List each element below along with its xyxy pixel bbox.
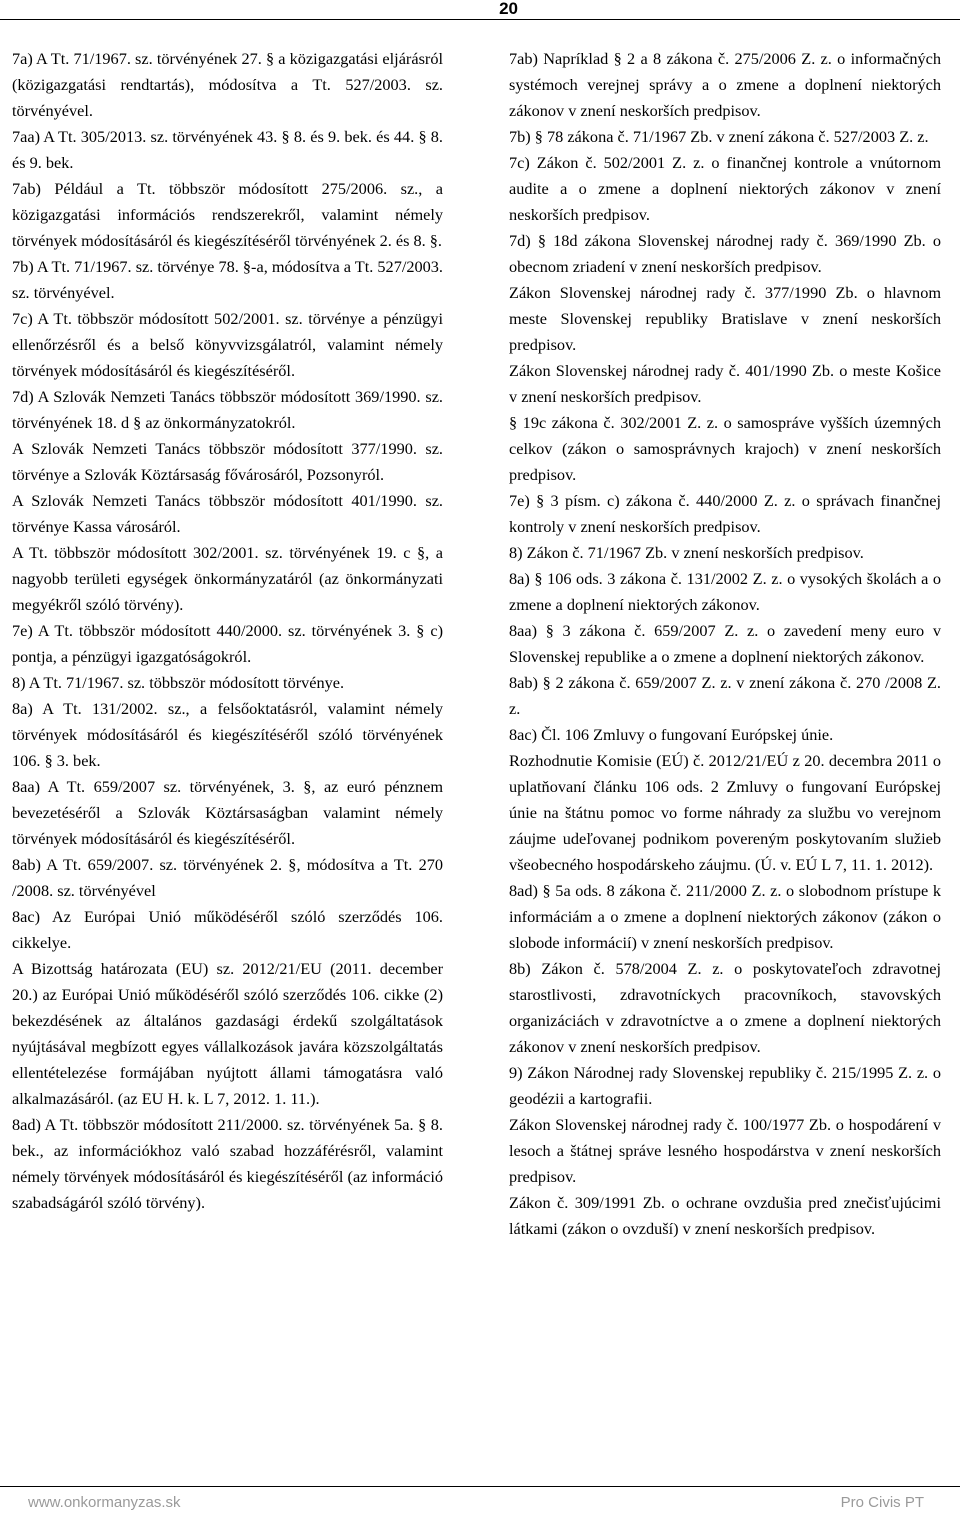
footnote-paragraph: A Szlovák Nemzeti Tanács többször módosított 401/1990. sz. törvénye Kassa városáról. xyxy=(12,491,443,536)
footnote-paragraph: 7c) Zákon č. 502/2001 Z. z. o finančnej kontrole a vnútornom audite a o zmene a doplnení niektorých zákonov v znení neskorších predpisov. xyxy=(509,153,941,224)
footnote-paragraph: 8aa) A Tt. 659/2007 sz. törvényének, 3. §, az euró pénznem bevezetéséről a Szlovák Köztársaságban valamint némely törvények módosításáról és kiegészítéséről. xyxy=(12,777,443,848)
footnote-paragraph: 7a) A Tt. 71/1967. sz. törvényének 27. § a közigazgatási eljárásról (közigazgatási rendtartás), módosítva a Tt. 527/2003. sz. törvényével. xyxy=(12,49,443,120)
footnote-paragraph: 7ab) Napríklad § 2 a 8 zákona č. 275/2006 Z. z. o informačných systémoch verejnej správy a o zmene a doplnení niektorých zákonov v znení neskorších predpisov. xyxy=(509,49,941,120)
footnote-paragraph: 8ab) § 2 zákona č. 659/2007 Z. z. v znení zákona č. 270 /2008 Z. z. xyxy=(509,673,941,718)
footnote-paragraph: A Tt. többször módosított 302/2001. sz. törvényének 19. c §, a nagyobb területi egységek önkormányzatáról (az önkormányzati megyékről szóló törvény). xyxy=(12,543,443,614)
footnote-paragraph: 7c) A Tt. többször módosított 502/2001. sz. törvénye a pénzügyi ellenőrzésről és a belső könyvvizsgálatról, valamint némely törvények módosításáról és kiegészítéséről. xyxy=(12,309,443,380)
footnote-paragraph: 7b) A Tt. 71/1967. sz. törvénye 78. §-a, módosítva a Tt. 527/2003. sz. törvényével. xyxy=(12,257,443,302)
footnote-paragraph: 7e) A Tt. többször módosított 440/2000. sz. törvényének 3. § c) pontja, a pénzügyi igazgatóságokról. xyxy=(12,621,443,666)
footer-publisher: Pro Civis PT xyxy=(840,1494,924,1511)
footer-rule xyxy=(0,1486,960,1487)
footnote-paragraph: 8a) § 106 ods. 3 zákona č. 131/2002 Z. z. o vysokých školách a o zmene a doplnení niektorých zákonov. xyxy=(509,569,941,614)
footnote-paragraph: Zákon Slovenskej národnej rady č. 100/1977 Zb. o hospodárení v lesoch a štátnej správe lesného hospodárstva v znení neskorších predpisov. xyxy=(509,1115,941,1186)
footnote-paragraph: Zákon Slovenskej národnej rady č. 377/1990 Zb. o hlavnom meste Slovenskej republiky Bratislave v znení neskorších predpisov. xyxy=(509,283,941,354)
footnote-paragraph: 8a) A Tt. 131/2002. sz., a felsőoktatásról, valamint némely törvények módosításáról és kiegészítéséről szóló törvényének 106. § 3. bek. xyxy=(12,699,443,770)
footnote-paragraph: 8ad) § 5a ods. 8 zákona č. 211/2000 Z. z. o slobodnom prístupe k informáciám a o zmene a doplnení niektorých zákonov (zákon o slobode informácií) v znení neskorších predpisov. xyxy=(509,881,941,952)
footnote-paragraph: 8) A Tt. 71/1967. sz. többször módosított törvénye. xyxy=(12,673,345,692)
footnote-paragraph: A Szlovák Nemzeti Tanács többször módosított 377/1990. sz. törvénye a Szlovák Köztársaság fővárosáról, Pozsonyról. xyxy=(12,439,443,484)
left-column-hungarian xyxy=(12,46,443,1216)
footnote-paragraph: 7ab) Például a Tt. többször módosított 275/2006. sz., a közigazgatási információs rendszerekről, valamint némely törvények módosításáról és kiegészítéséről törvényének 2. és 8. §. xyxy=(12,179,443,250)
right-column-slovak xyxy=(509,46,941,1242)
footnote-paragraph: 7d) § 18d zákona Slovenskej národnej rady č. 369/1990 Zb. o obecnom zriadení v znení neskorších predpisov. xyxy=(509,231,941,276)
footnote-paragraph: 7b) § 78 zákona č. 71/1967 Zb. v znení zákona č. 527/2003 Z. z. xyxy=(509,127,929,146)
footnote-paragraph: 8b) Zákon č. 578/2004 Z. z. o poskytovateľoch zdravotnej starostlivosti, zdravotníckych pracovníkoch, stavovských organizáciách v zdravotníctve a o zmene a doplnení niektorých zákonov v znení neskorších predpisov. xyxy=(509,959,941,1056)
footnote-paragraph: 7aa) A Tt. 305/2013. sz. törvényének 43. § 8. és 9. bek. és 44. § 8. és 9. bek. xyxy=(12,127,443,172)
footnote-paragraph: 8ad) A Tt. többször módosított 211/2000. sz. törvényének 5a. § 8. bek., az információkhoz való szabad hozzáférésről, valamint némely törvények módosításáról és kiegészítéséről (az információ szabadságáról szóló törvény). xyxy=(12,1115,443,1212)
footnote-paragraph: 7e) § 3 písm. c) zákona č. 440/2000 Z. z. o správach finančnej kontroly v znení neskorších predpisov. xyxy=(509,491,941,536)
footnote-paragraph: 8aa) § 3 zákona č. 659/2007 Z. z. o zavedení meny euro v Slovenskej republike a o zmene a doplnení niektorých zákonov. xyxy=(509,621,941,666)
footnote-paragraph: 8ac) Čl. 106 Zmluvy o fungovaní Európskej únie. xyxy=(509,725,834,744)
footnote-paragraph: 9) Zákon Národnej rady Slovenskej republiky č. 215/1995 Z. z. o geodézii a kartografii. xyxy=(509,1063,941,1108)
footnote-paragraph: 7d) A Szlovák Nemzeti Tanács többször módosított 369/1990. sz. törvényének 18. d § az önkormányzatokról. xyxy=(12,387,443,432)
footnote-paragraph: 8ab) A Tt. 659/2007. sz. törvényének 2. §, módosítva a Tt. 270 /2008. sz. törvényével xyxy=(12,855,443,900)
footnote-paragraph: § 19c zákona č. 302/2001 Z. z. o samospráve vyšších územných celkov (zákon o samosprávnych krajoch) v znení neskorších predpisov. xyxy=(509,413,941,484)
footnote-paragraph: Zákon č. 309/1991 Zb. o ochrane ovzdušia pred znečisťujúcimi látkami (zákon o ovzduší) v znení neskorších predpisov. xyxy=(509,1193,941,1238)
footer-website: www.onkormanyzas.sk xyxy=(28,1494,181,1511)
footnote-paragraph: A Bizottság határozata (EU) sz. 2012/21/EU (2011. december 20.) az Európai Unió működéséről szóló szerződés 106. cikke (2) bekezdésének az általános gazdasági érdekű szolgáltatások nyújtásával megbízott egyes vállalkozások javára közszolgáltatás ellentételezése formájában nyújtott állami támogatásra való alkalmazásáról. (az EU H. k. L 7, 2012. 1. 11.). xyxy=(12,959,443,1108)
page-number: 20 xyxy=(499,0,518,18)
footnote-paragraph: Rozhodnutie Komisie (EÚ) č. 2012/21/EÚ z 20. decembra 2011 o uplatňovaní článku 106 ods. 2 Zmluvy o fungovaní Európskej únie na štátnu pomoc vo forme náhrady za službu vo verejnom záujme udeľovanej podnikom povereným poskytovaním služieb všeobecného hospodárskeho záujmu. (Ú. v. EÚ L 7, 11. 1. 2012). xyxy=(509,751,941,874)
footnote-paragraph: 8) Zákon č. 71/1967 Zb. v znení neskorších predpisov. xyxy=(509,543,864,562)
footnote-paragraph: 8ac) Az Európai Unió működéséről szóló szerződés 106. cikkelye. xyxy=(12,907,443,952)
header-rule xyxy=(0,19,960,20)
footnote-paragraph: Zákon Slovenskej národnej rady č. 401/1990 Zb. o meste Košice v znení neskorších predpisov. xyxy=(509,361,941,406)
